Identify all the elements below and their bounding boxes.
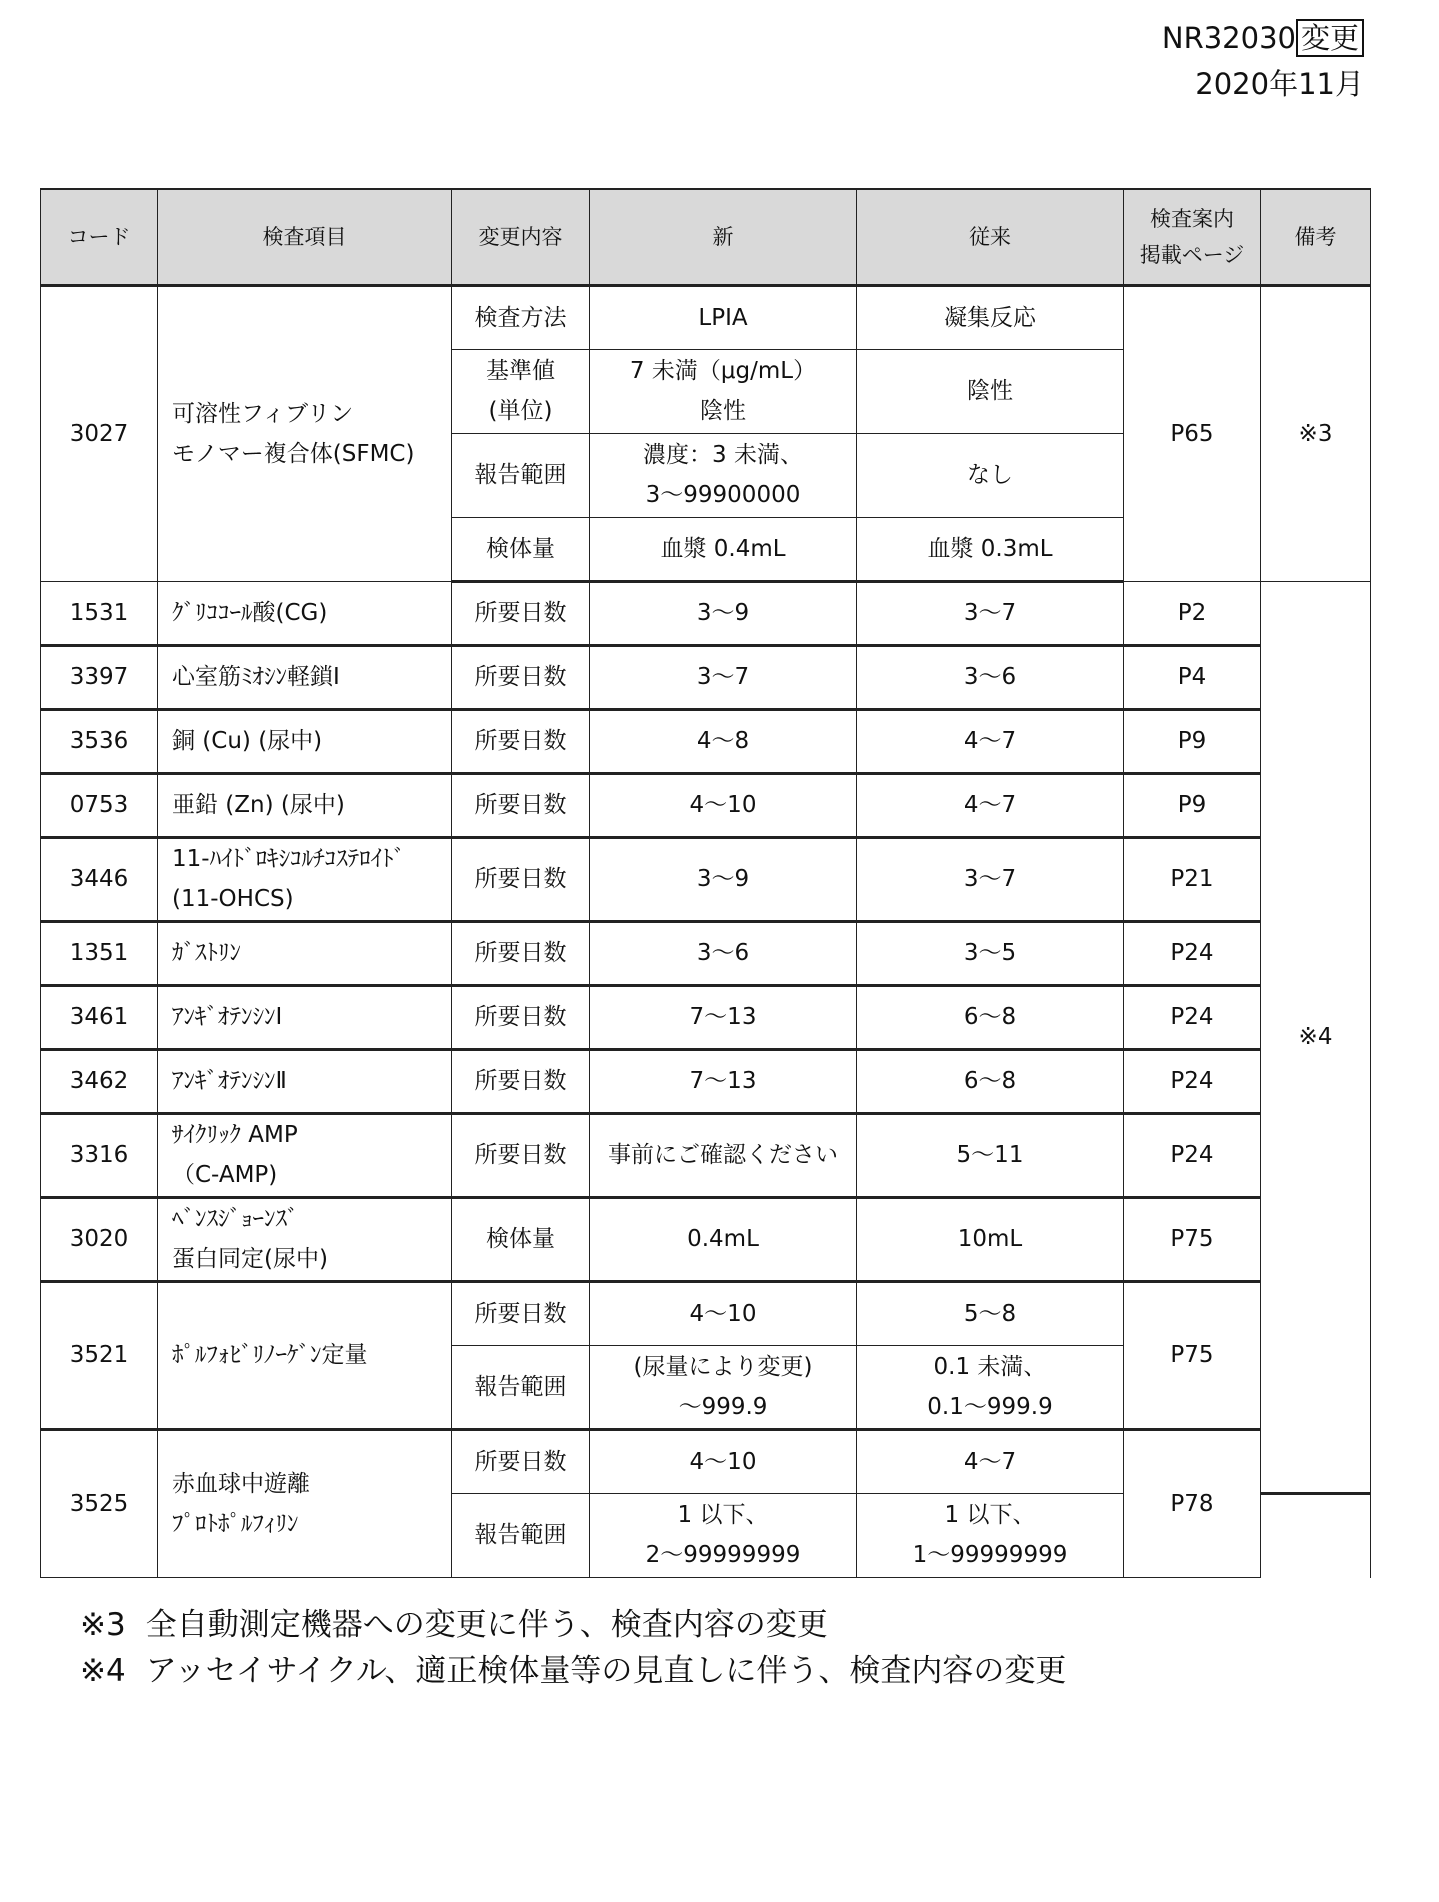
cell-page: P24	[1124, 985, 1261, 1049]
header-old: 従来	[857, 189, 1124, 285]
cell-item: ｱﾝｷﾞｵﾃﾝｼﾝⅡ	[158, 1049, 452, 1113]
new-line2: 陰性	[700, 398, 746, 424]
cell-code: 3461	[41, 985, 158, 1049]
item-line1: 可溶性フィブリン	[172, 400, 354, 427]
cell-page: P78	[1124, 1429, 1261, 1577]
item-line1: ｻｲｸﾘｯｸ AMP	[172, 1122, 298, 1148]
new-line1: 7 未満（μg/mL）	[629, 358, 817, 384]
header-page	[1124, 189, 1261, 285]
new-line1: 1 以下、	[677, 1502, 769, 1528]
footnote-text: 全自動測定機器への変更に伴う、検査内容の変更	[145, 1607, 828, 1643]
cell-new: 0.4mL	[590, 1197, 857, 1281]
cell-item: 銅 (Cu) (尿中)	[158, 709, 452, 773]
table-row	[41, 581, 1371, 645]
cell-remark: ※4	[1261, 581, 1371, 1493]
cell-code: 3462	[41, 1049, 158, 1113]
cell-old: 4～7	[857, 773, 1124, 837]
cell-old: 4～7	[857, 709, 1124, 773]
item-line1: 赤血球中遊離	[172, 1470, 310, 1497]
header-change: 変更内容	[452, 189, 590, 285]
cell-change: 報告範囲	[452, 433, 590, 517]
table-row	[41, 1113, 1371, 1197]
document-date: 2020年11月	[1195, 67, 1364, 101]
cell-change: 所要日数	[452, 1113, 590, 1197]
header-new: 新	[590, 189, 857, 285]
cell-change: 所要日数	[452, 985, 590, 1049]
item-line2: ﾌﾟﾛﾄﾎﾟﾙﾌｨﾘﾝ	[172, 1510, 299, 1537]
table-row	[41, 1429, 1371, 1493]
cell-page: P2	[1124, 581, 1261, 645]
cell-code: 1531	[41, 581, 158, 645]
footnote	[80, 1648, 1066, 1694]
cell-item: ｸﾞﾘｺｺｰﾙ酸(CG)	[158, 581, 452, 645]
item-line1: 11-ﾊｲﾄﾞﾛｷｼｺﾙﾁｺｽﾃﾛｲﾄﾞ	[172, 846, 406, 872]
cell-new	[590, 1493, 857, 1577]
item-line2: モノマー複合体(SFMC)	[172, 440, 415, 467]
document-number	[1162, 20, 1364, 56]
cell-page: P65	[1124, 285, 1261, 581]
header-code: コード	[41, 189, 158, 285]
old-line2: 0.1～999.9	[927, 1393, 1053, 1420]
cell-code: 0753	[41, 773, 158, 837]
cell-code: 1351	[41, 921, 158, 985]
cell-page: P24	[1124, 1113, 1261, 1197]
cell-change: 所要日数	[452, 837, 590, 921]
cell-change: 検体量	[452, 517, 590, 581]
cell-item: ｱﾝｷﾞｵﾃﾝｼﾝⅠ	[158, 985, 452, 1049]
cell-new	[590, 433, 857, 517]
cell-old: 血漿 0.3mL	[857, 517, 1124, 581]
footnotes	[80, 1602, 1066, 1694]
footnote-mark: ※4	[80, 1653, 126, 1689]
footnote	[80, 1602, 1066, 1648]
item-line2: 蛋白同定(尿中)	[172, 1246, 328, 1272]
cell-code: 3536	[41, 709, 158, 773]
cell-code: 3446	[41, 837, 158, 921]
old-line2: 1～99999999	[912, 1542, 1068, 1568]
cell-old	[857, 1493, 1124, 1577]
cell-old: 5～11	[857, 1113, 1124, 1197]
cell-old: 3～5	[857, 921, 1124, 985]
cell-code: 3020	[41, 1197, 158, 1281]
new-line2: ～999.9	[678, 1393, 768, 1420]
cell-code: 3397	[41, 645, 158, 709]
cell-code: 3316	[41, 1113, 158, 1197]
cell-new: 3～9	[590, 581, 857, 645]
cell-change: 所要日数	[452, 773, 590, 837]
header-page-line2: 掲載ページ	[1139, 242, 1245, 267]
old-line1: 1 以下、	[944, 1502, 1036, 1528]
item-line2: （C-AMP)	[172, 1162, 278, 1188]
cell-old: 6～8	[857, 1049, 1124, 1113]
footnote-mark: ※3	[80, 1607, 126, 1643]
old-line1: 0.1 未満、	[933, 1353, 1047, 1380]
cell-new: 4～8	[590, 709, 857, 773]
header-page-line1: 検査案内	[1150, 206, 1234, 231]
cell-remark: ※3	[1261, 285, 1371, 581]
cell-old: 4～7	[857, 1429, 1124, 1493]
table-header-row	[41, 189, 1371, 285]
table-row	[41, 285, 1371, 349]
cell-change: 所要日数	[452, 1429, 590, 1493]
table-row	[41, 709, 1371, 773]
cell-item: ｶﾞｽﾄﾘﾝ	[158, 921, 452, 985]
table-row	[41, 1281, 1371, 1345]
cell-new: 4～10	[590, 773, 857, 837]
cell-old: 6～8	[857, 985, 1124, 1049]
cell-page: P9	[1124, 709, 1261, 773]
cell-change: 所要日数	[452, 1049, 590, 1113]
cell-new: 3～9	[590, 837, 857, 921]
cell-change: 所要日数	[452, 921, 590, 985]
new-line1: (尿量により変更)	[633, 1353, 813, 1380]
change-table	[40, 188, 1371, 1578]
cell-new: 血漿 0.4mL	[590, 517, 857, 581]
cell-new	[590, 1345, 857, 1429]
cell-old: 3～6	[857, 645, 1124, 709]
table-row	[41, 1197, 1371, 1281]
cell-change	[452, 349, 590, 433]
cell-change: 報告範囲	[452, 1345, 590, 1429]
cell-item	[158, 837, 452, 921]
cell-old: 3～7	[857, 581, 1124, 645]
cell-change: 所要日数	[452, 709, 590, 773]
footnote-text: アッセイサイクル、適正検体量等の見直しに伴う、検査内容の変更	[145, 1653, 1067, 1689]
item-line2: (11-OHCS)	[172, 886, 294, 912]
cell-item	[158, 1429, 452, 1577]
cell-item	[158, 285, 452, 581]
cell-item: 亜鉛 (Zn) (尿中)	[158, 773, 452, 837]
change-line1: 基準値	[486, 358, 555, 384]
cell-item: 心室筋ﾐｵｼﾝ軽鎖Ⅰ	[158, 645, 452, 709]
cell-change: 報告範囲	[452, 1493, 590, 1577]
cell-code: 3521	[41, 1281, 158, 1429]
cell-old: 陰性	[857, 349, 1124, 433]
table-row	[41, 837, 1371, 921]
cell-page: P75	[1124, 1281, 1261, 1429]
doc-number-text: NR32030	[1161, 21, 1296, 55]
cell-old	[857, 1345, 1124, 1429]
cell-new: LPIA	[590, 285, 857, 349]
cell-item	[158, 1197, 452, 1281]
cell-page: P4	[1124, 645, 1261, 709]
cell-new	[590, 349, 857, 433]
cell-old: 3～7	[857, 837, 1124, 921]
cell-page: P24	[1124, 1049, 1261, 1113]
cell-old: 凝集反応	[857, 285, 1124, 349]
cell-old: 10mL	[857, 1197, 1124, 1281]
table-row	[41, 985, 1371, 1049]
cell-new: 3～7	[590, 645, 857, 709]
cell-page: P21	[1124, 837, 1261, 921]
cell-new: 事前にご確認ください	[590, 1113, 857, 1197]
item-line1: ﾍﾞﾝｽｼﾞｮｰﾝｽﾞ	[172, 1206, 299, 1232]
change-tag: 変更	[1296, 19, 1364, 57]
cell-new: 7～13	[590, 985, 857, 1049]
cell-change: 所要日数	[452, 1281, 590, 1345]
cell-change: 所要日数	[452, 645, 590, 709]
table-row	[41, 921, 1371, 985]
cell-old: なし	[857, 433, 1124, 517]
cell-item: ﾎﾟﾙﾌｫﾋﾞﾘﾉｰｹﾞﾝ定量	[158, 1281, 452, 1429]
cell-change: 所要日数	[452, 581, 590, 645]
header-remarks: 備考	[1261, 189, 1371, 285]
new-line2: 3～99900000	[645, 482, 801, 508]
cell-page: P75	[1124, 1197, 1261, 1281]
cell-code: 3525	[41, 1429, 158, 1577]
cell-old: 5～8	[857, 1281, 1124, 1345]
table-row	[41, 1049, 1371, 1113]
table-row	[41, 773, 1371, 837]
header-item: 検査項目	[158, 189, 452, 285]
cell-item	[158, 1113, 452, 1197]
cell-change: 検査方法	[452, 285, 590, 349]
table-row	[41, 645, 1371, 709]
cell-new: 4～10	[590, 1429, 857, 1493]
cell-new: 3～6	[590, 921, 857, 985]
cell-new: 7～13	[590, 1049, 857, 1113]
cell-page: P9	[1124, 773, 1261, 837]
change-line2: (単位)	[488, 398, 553, 424]
cell-code: 3027	[41, 285, 158, 581]
cell-change: 検体量	[452, 1197, 590, 1281]
new-line2: 2～99999999	[645, 1542, 801, 1568]
new-line1: 濃度：3 未満、	[643, 442, 803, 468]
cell-new: 4～10	[590, 1281, 857, 1345]
cell-page: P24	[1124, 921, 1261, 985]
